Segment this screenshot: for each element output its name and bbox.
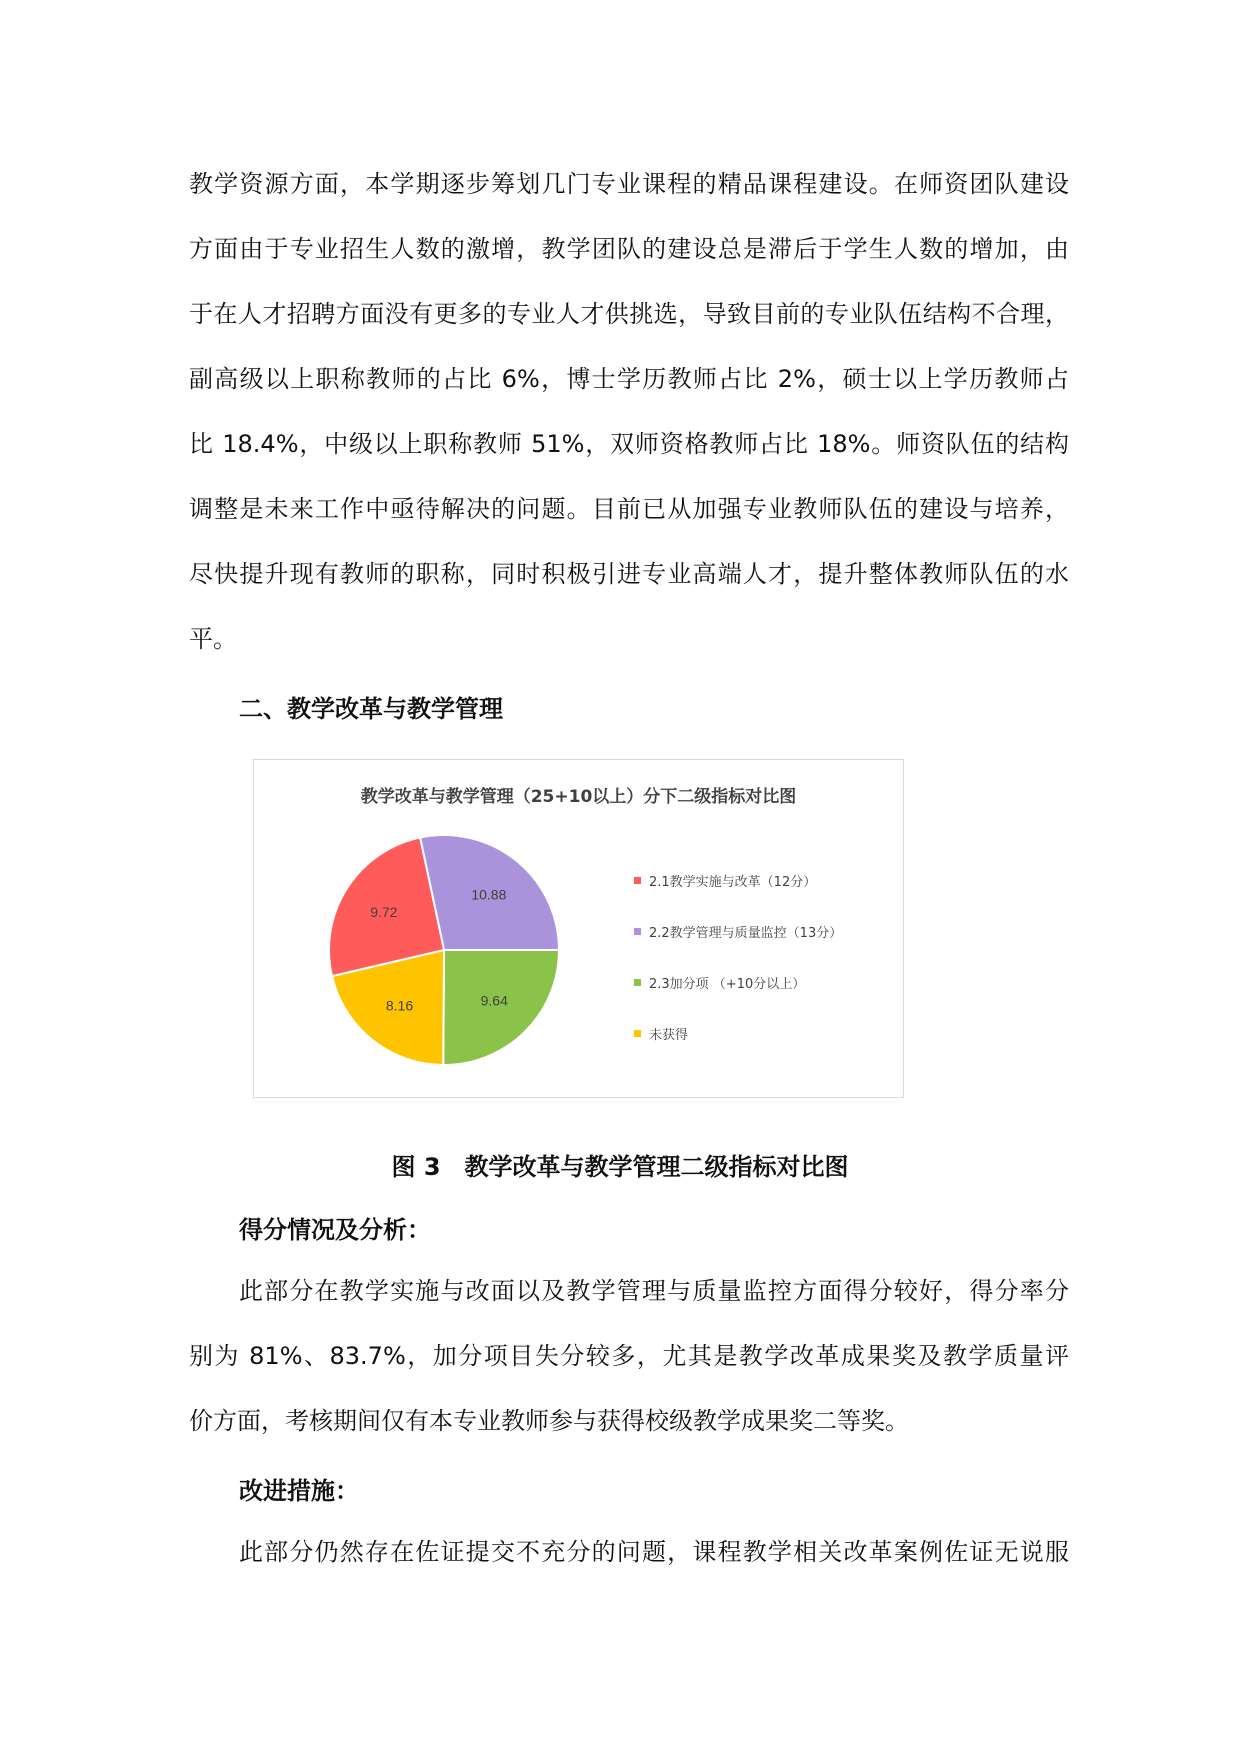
slice-data-label: 9.64 <box>480 992 508 1009</box>
text-line: 此部分在教学实施与改面以及教学管理与质量监控方面得分较好，得分率分 <box>239 1277 1069 1305</box>
paragraph-analysis <box>189 1266 1069 1461</box>
slice-data-label: 10.88 <box>471 886 507 903</box>
section-heading: 二、教学改革与教学管理 <box>239 695 503 723</box>
pie-chart-container <box>253 759 904 1098</box>
legend-item <box>634 906 842 957</box>
text-line: 别为 81%、83.7%，加分项目失分较多，尤其是教学改革成果奖及教学质量评 <box>189 1342 1069 1370</box>
chart-legend <box>634 855 842 1059</box>
paragraph-teaching-resources <box>189 159 1069 679</box>
legend-swatch <box>634 877 641 884</box>
text-line: 教学资源方面，本学期逐步筹划几门专业课程的精品课程建设。在师资团队建设 <box>189 170 1069 198</box>
pie-chart <box>324 830 564 1070</box>
legend-label: 2.3加分项 （+10分以上） <box>649 977 806 992</box>
paragraph-improvement <box>189 1527 1069 1592</box>
analysis-heading: 得分情况及分析： <box>239 1216 431 1244</box>
legend-item <box>634 1008 842 1059</box>
text-line: 方面由于专业招生人数的激增，教学团队的建设总是滞后于学生人数的增加，由 <box>189 235 1069 263</box>
slice-data-label: 8.16 <box>385 997 414 1014</box>
legend-item <box>634 957 842 1008</box>
legend-item <box>634 855 842 906</box>
improvement-heading: 改进措施： <box>239 1477 359 1505</box>
text-line: 比 18.4%，中级以上职称教师 51%，双师资格教师占比 18%。师资队伍的结构 <box>189 430 1069 458</box>
text-line: 于在人才招聘方面没有更多的专业人才供挑选，导致目前的专业队伍结构不合理， <box>189 300 1069 328</box>
text-line-last: 价方面，考核期间仅有本专业教师参与获得校级教学成果奖二等奖。 <box>189 1407 909 1435</box>
legend-swatch <box>634 928 641 935</box>
slice-data-label: 9.72 <box>370 903 398 920</box>
text-line: 调整是未来工作中亟待解决的问题。目前已从加强专业教师队伍的建设与培养， <box>189 495 1069 523</box>
legend-label: 2.2教学管理与质量监控（13分） <box>649 926 843 941</box>
figure-caption: 图 3 教学改革与教学管理二级指标对比图 <box>391 1153 849 1181</box>
chart-title: 教学改革与教学管理（25+10以上）分下二级指标对比图 <box>360 787 797 807</box>
legend-label: 未获得 <box>649 1028 689 1043</box>
legend-swatch <box>634 979 641 986</box>
text-line-last: 平。 <box>189 625 237 653</box>
text-line: 副高级以上职称教师的占比 6%，博士学历教师占比 2%，硕士以上学历教师占 <box>189 365 1069 393</box>
text-line: 此部分仍然存在佐证提交不充分的问题，课程教学相关改革案例佐证无说服 <box>239 1538 1069 1566</box>
legend-label: 2.1教学实施与改革（12分） <box>649 875 817 890</box>
legend-swatch <box>634 1030 641 1037</box>
text-line: 尽快提升现有教师的职称，同时积极引进专业高端人才，提升整体教师队伍的水 <box>189 560 1069 588</box>
